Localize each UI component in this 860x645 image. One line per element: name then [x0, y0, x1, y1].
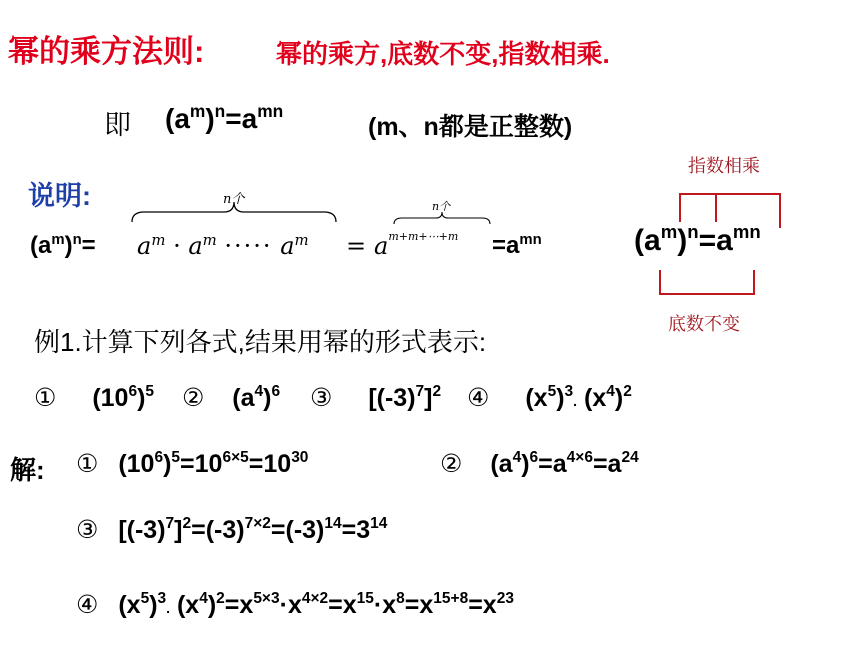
ex4-p1e1: 5: [547, 383, 557, 401]
sol1-e1: 6: [154, 449, 164, 467]
explanation-equals: =: [346, 232, 367, 260]
sol4-t9: =x: [404, 591, 434, 619]
sol1-t4: =10: [248, 450, 292, 478]
explanation-lhs-exp1: m: [51, 231, 65, 248]
diagram-exp2: n: [687, 221, 699, 243]
sol3-t3: =(-3): [191, 516, 245, 544]
diagram-top-label: 指数相乘: [688, 156, 760, 176]
sol4-d2: ·: [279, 591, 288, 619]
example-item-4: [467, 384, 632, 412]
sol4-t5: =x: [224, 591, 254, 619]
formula-eq-base: =a: [225, 103, 258, 134]
formula-condition: (m、n都是正整数): [368, 113, 573, 141]
example-num-1: ①: [34, 384, 57, 412]
sol2-e1: 4: [512, 449, 522, 467]
solution-2: [440, 449, 639, 479]
sol4-e10: 23: [496, 590, 514, 608]
formula-lhs-close: ): [205, 103, 215, 134]
sol4-e7: 15: [356, 590, 374, 608]
explanation-lhs-base: (a: [30, 232, 52, 259]
explanation-label: 说明:: [28, 181, 91, 211]
product-m3: m: [294, 230, 309, 249]
sol3-e4: 14: [324, 515, 342, 533]
product-dot: ·: [173, 232, 181, 260]
sol4-t1: (x: [118, 591, 141, 619]
sol1-t2: ): [163, 450, 172, 478]
product-dots: ·····: [224, 232, 273, 260]
sol4-t2: ): [149, 591, 158, 619]
example-items: [34, 383, 632, 413]
sol4-dot: .: [166, 600, 171, 616]
product-a1: a: [137, 232, 152, 260]
diagram-bottom-label: 底数不变: [668, 314, 740, 334]
diagram-exp1: m: [660, 221, 678, 243]
ex4-p2e2: 2: [623, 383, 632, 401]
sol2-e3: 4×6: [566, 449, 593, 467]
sol1-e2: 5: [171, 449, 181, 467]
sol4-t7: =x: [328, 591, 357, 619]
ex4-p1: (x: [525, 384, 548, 412]
example-title: 例1.计算下列各式,结果用幂的形式表示:: [34, 327, 487, 357]
sol4-t4: ): [207, 591, 217, 619]
diagram-exp3: mn: [732, 221, 761, 243]
sol2-e2: 6: [529, 449, 539, 467]
example-num-3: ③: [310, 384, 333, 412]
product-a3: a: [280, 232, 295, 260]
brace-2-label: n个: [432, 200, 451, 213]
ex1-base: (10: [92, 384, 129, 412]
ex4-p1e2: 3: [564, 383, 574, 401]
ex2-e1: 4: [254, 383, 264, 401]
explanation-result: [374, 229, 459, 260]
ex4-p2c: ): [614, 384, 624, 412]
formula-lhs-exp1: m: [189, 101, 206, 122]
formula-lhs-base: (a: [165, 103, 190, 134]
ex2-e2: 6: [271, 383, 281, 401]
explanation-lhs: [30, 232, 96, 260]
diagram-base: (a: [634, 224, 661, 257]
sol4-e9: 15+8: [433, 590, 469, 608]
sol3-num: ③: [76, 516, 99, 544]
diagram-formula: [634, 221, 761, 258]
example-item-1: [34, 384, 161, 412]
sol3-e5: 14: [370, 515, 388, 533]
solution-1: [76, 449, 308, 479]
explanation-product: [137, 232, 309, 260]
solution-label: 解:: [10, 455, 45, 485]
product-m2: m: [202, 230, 217, 249]
sol3-t2: ]: [174, 516, 183, 544]
sol4-t10: =x: [468, 591, 497, 619]
example-num-4: ④: [467, 384, 490, 412]
final-exp: mn: [519, 231, 542, 248]
sol1-t1: (10: [118, 450, 155, 478]
rule-text: 幂的乘方,底数不变,指数相乘.: [276, 39, 610, 69]
formula-lhs-exp2: n: [214, 101, 226, 122]
sol4-t3: (x: [176, 591, 200, 619]
ex4-p1c: ): [556, 384, 565, 412]
ex3-base: [(-3): [368, 384, 416, 412]
formula-main: [165, 103, 283, 135]
sol2-t1: (a: [490, 450, 513, 478]
sol4-e5: 5×3: [253, 590, 280, 608]
formula-ji: 即: [104, 110, 131, 140]
sol3-t5: =3: [341, 516, 371, 544]
sol4-e2: 3: [157, 590, 167, 608]
sol3-e2: 2: [182, 515, 192, 533]
ex4-p2e1: 4: [606, 383, 615, 401]
final-base: =a: [492, 232, 520, 259]
sol2-t3: =a: [538, 450, 567, 478]
ex3-e2: 2: [432, 383, 442, 401]
example-item-2: [182, 384, 287, 412]
sol1-t3: =10: [180, 450, 223, 478]
result-exp: m+m+⋯+m: [388, 229, 459, 243]
solution-4: [76, 590, 514, 620]
ex2-base: (a: [232, 384, 255, 412]
rule-title: 幂的乘方法则:: [8, 34, 205, 69]
sol3-t4: =(-3): [270, 516, 325, 544]
sol4-e4: 2: [216, 590, 225, 608]
sol3-e3: 7×2: [244, 515, 271, 533]
diagram-eq: =a: [698, 224, 733, 257]
brace-1-label: n个: [223, 192, 245, 207]
explanation-eq: =: [81, 232, 96, 259]
ex3-e1: 7: [415, 383, 425, 401]
ex4-dot: .: [573, 393, 578, 409]
ex1-e2: 5: [145, 383, 155, 401]
ex4-p2: (x: [584, 384, 607, 412]
explanation-final: [492, 232, 542, 260]
sol4-d3: ·: [373, 591, 383, 619]
ex3-close: ]: [424, 384, 433, 412]
sol4-e6: 4×2: [301, 590, 329, 608]
explanation-lhs-exp2: n: [72, 231, 82, 248]
sol1-e4: 30: [291, 449, 309, 467]
sol2-t2: ): [521, 450, 530, 478]
explanation-lhs-close: ): [64, 232, 73, 259]
sol4-num: ④: [76, 591, 99, 619]
solution-3: [76, 515, 387, 545]
sol1-e3: 6×5: [222, 449, 249, 467]
ex1-close: ): [137, 384, 146, 412]
example-num-2: ②: [181, 384, 205, 412]
product-m1: m: [151, 230, 166, 249]
sol1-num: ①: [76, 450, 99, 478]
sol4-e8: 8: [396, 590, 405, 608]
sol4-e1: 5: [140, 590, 150, 608]
sol4-t6: x: [287, 591, 302, 619]
sol2-num: ②: [440, 450, 463, 478]
example-item-3: [310, 384, 448, 412]
product-a2: a: [188, 232, 203, 260]
sol4-t8: x: [382, 591, 397, 619]
ex1-e1: 6: [128, 383, 138, 401]
sol2-t4: =a: [592, 450, 622, 478]
diagram-close: ): [677, 224, 688, 257]
sol4-e3: 4: [199, 590, 208, 608]
sol3-e1: 7: [165, 515, 175, 533]
result-a: a: [374, 232, 389, 260]
formula-rhs-exp: mn: [257, 101, 284, 122]
ex2-close: ): [263, 384, 272, 412]
sol2-e4: 24: [621, 449, 639, 467]
sol3-t1: [(-3): [118, 516, 166, 544]
